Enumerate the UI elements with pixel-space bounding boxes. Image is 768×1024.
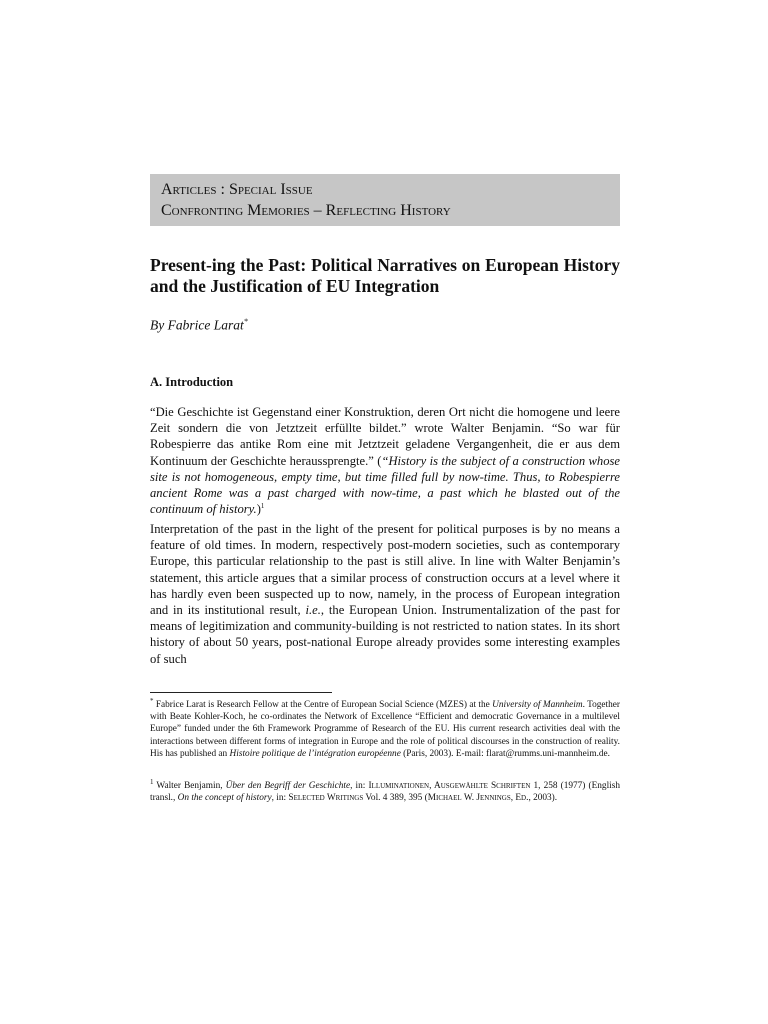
footnote-1-text1: Walter Benjamin, bbox=[153, 781, 226, 791]
footnote-author-text3: (Paris, 2003). E-mail: flarat@rumms.uni-mannheim.de. bbox=[400, 748, 610, 759]
footnote-1-work1: Über den Begriff der Geschichte bbox=[225, 781, 351, 791]
quote-paragraph bbox=[150, 404, 620, 517]
body-text-part2: , the European Union. Instrumentalization of the past for means of legitimization and community-building is not restricted to nation states. In its short history of about 50 years, post-national Europe already provides some interesting examples of such bbox=[150, 603, 620, 666]
footnote-1-text5: Vol. 4 389, 395 ( bbox=[363, 793, 428, 804]
banner-line-issue-title: Confronting Memories – Reflecting History bbox=[161, 202, 451, 219]
quote-close: ) bbox=[256, 502, 261, 517]
footnote-1-selected-writings: Selected Writings bbox=[288, 793, 364, 804]
footnote-author-university: University of Mannheim bbox=[492, 700, 583, 710]
footnote-author-mark: * bbox=[150, 696, 154, 705]
body-ie: i.e. bbox=[305, 603, 321, 618]
footnote-1-text6: , 2003). bbox=[528, 793, 558, 804]
footnote-1 bbox=[150, 777, 621, 804]
german-quote: “Die Geschichte ist Gegenstand einer Konstruktion, deren Ort nicht die homogene und leere Zeit sondern die von Jetztzeit erfüllte bildet.” wrote Walter Benjamin. “So war für Robespierre das antike Rom eine mit Jetztzeit geladene Vergangenheit, die er aus dem Kontinuum der Geschichte heraussprengte.” ( bbox=[150, 405, 620, 468]
footnote-author bbox=[150, 696, 621, 760]
english-translation: “History is the subject of a construction whose site is not homogeneous, empty time, but time filled full by now-time. Thus, to Robespierre ancient Rome was a past charged with now-time, a past which he blasted out of the continuum of history. bbox=[150, 453, 620, 517]
footnote-1-text4: , in: bbox=[271, 793, 289, 804]
footnote-1-text2: , in: bbox=[350, 781, 369, 791]
byline bbox=[150, 313, 248, 335]
footnote-1-collection: Illuminationen, Ausgewählte Schriften bbox=[368, 781, 531, 791]
section-heading-introduction: A. Introduction bbox=[150, 375, 234, 389]
byline-prefix: By bbox=[150, 317, 168, 333]
footnote-1-mark: 1 bbox=[150, 777, 154, 786]
body-text-part1: Interpretation of the past in the light of the present for political purposes is by no means a feature of old times. In modern, respectively post-modern societies, such as contemporary Europe, this particular relationship to the past is still alive. In line with Walter Benjamin’s statement, this article argues that a similar process of construction occurs at a level where it has hardly even been suspected up to now, namely, in the process of European integration and in its institutional result, bbox=[150, 522, 620, 618]
footnote-1-text3: 1, 258 (1977) (English transl., bbox=[150, 781, 621, 804]
special-issue-banner bbox=[150, 174, 620, 226]
footnote-1-work2: On the concept of history bbox=[177, 793, 272, 804]
author-footnote-mark[interactable]: * bbox=[243, 317, 248, 326]
footnote-author-text1: Fabrice Larat is Research Fellow at the Centre of European Social Science (MZES) at the bbox=[153, 700, 493, 710]
footnote-ref-1[interactable]: 1 bbox=[260, 502, 265, 511]
body-paragraph bbox=[150, 521, 620, 667]
article-title: Present-ing the Past: Political Narratives on European History and the Justification of EU Integration bbox=[150, 255, 620, 296]
footnote-1-editor: Michael W. Jennings, Ed. bbox=[427, 793, 529, 804]
footnote-divider bbox=[150, 692, 332, 693]
author-name: Fabrice Larat bbox=[167, 317, 244, 333]
footnote-author-book: Histoire politique de l’intégration européenne bbox=[229, 748, 401, 759]
footnote-author-text2: . Together with Beate Kohler-Koch, he co-ordinates the Network of Excellence “Efficient and democratic Governance in a multilevel Europe” funded under the 6th Framework Programme of Research of the EU. His current research activities deal with the interactions between different forms of integration in Europe and the role of political discourses in the construction of reality. His has published an bbox=[150, 700, 621, 759]
banner-line-articles: Articles : Special Issue bbox=[161, 181, 313, 198]
